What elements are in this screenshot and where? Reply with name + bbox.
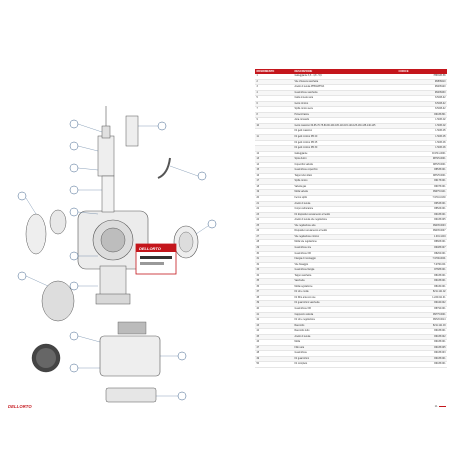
page-number (435, 404, 446, 408)
table-cell-desc: Guarnizione flangia (293, 268, 397, 274)
table-cell-code: R9435.001 (397, 329, 447, 335)
table-cell-ref: 41 (255, 312, 293, 318)
table-cell-ref: 2 (255, 79, 293, 85)
table-cell-ref: 22 (255, 207, 293, 213)
table-cell-desc: Molla regolazione (293, 284, 397, 290)
table-cell-ref: 9 (255, 118, 293, 124)
table-cell-code: R-9741-0001 (397, 151, 447, 157)
table-cell-code: 1.001.1204 (397, 234, 447, 240)
table-cell-code: R9175.001 (397, 179, 447, 185)
table-cell-desc: Tappo vaschetta (293, 273, 397, 279)
table-cell-desc: Valvola gas (293, 184, 397, 190)
table-cell-ref: 4 (255, 90, 293, 96)
table-cell-desc: Anello di tenuta (293, 334, 397, 340)
table-cell-code: R8605.001 (397, 240, 447, 246)
table-cell-ref: 13 (255, 157, 293, 163)
table-cell-ref: 46 (255, 340, 293, 346)
table-cell-code: R8535.001 (397, 168, 447, 174)
table-cell-code: R8264.001 (397, 251, 447, 257)
table-cell-ref: 10 (255, 123, 293, 129)
table-cell-desc: Galleggiante 3,6 - 4,8 - 5,6 (293, 74, 397, 79)
table-cell-desc: Kit getti minimo PR 25 (293, 140, 397, 146)
exploded-diagram (8, 96, 246, 416)
table-cell-desc: Guarnizione OR (293, 306, 397, 312)
table-cell-ref: 36 (255, 284, 293, 290)
table-cell-desc: Kit getti minimo PR 30 (293, 146, 397, 152)
table-cell-desc: Kit viti e regolazione (293, 318, 397, 324)
table-cell-desc: Raccordo tubo (293, 329, 397, 335)
table-cell-desc: Raccordo (293, 323, 397, 329)
table-cell-desc: Kit getti minimo PR 20 (293, 135, 397, 141)
table-cell-ref: 14 (255, 162, 293, 168)
table-cell-code: 1.5033.06 (397, 140, 447, 146)
svg-text:DELLORTO: DELLORTO (139, 246, 161, 251)
table-cell-ref: 34 (255, 273, 293, 279)
table-cell-desc: Kit dispositivo avviamento a freddo (293, 212, 397, 218)
table-cell-code: R9435120 (397, 85, 447, 91)
table-cell-code: R9435.001 (397, 340, 447, 346)
table-cell-code: R9435.005 (397, 218, 447, 224)
parts-table (255, 69, 447, 368)
table-cell-ref: 5 (255, 96, 293, 102)
table-cell-desc: Spillo conico (293, 179, 397, 185)
table-cell-code: R9775.0001 (397, 312, 447, 318)
table-cell-desc: Getto massimo 60-65-70-75-80-90-100-105-110-115-120-125-130-135-140-145 (293, 123, 397, 129)
table-cell-code: R9435.001 (397, 279, 447, 285)
table-cell-ref: 44 (255, 329, 293, 335)
table-cell-desc: Anello di tenuta vite regolazione (293, 218, 397, 224)
table-cell-desc: Spina fulcro (293, 157, 397, 163)
table-cell-ref: 16 (255, 173, 293, 179)
table-cell-desc: Vaschetta (293, 279, 397, 285)
table-cell-desc: Polverizzatore (293, 112, 397, 118)
table-cell-desc: Anello di tenuta PHBG/PHVA (293, 85, 397, 91)
brand-logo-text: DELLORTO (8, 404, 32, 409)
table-cell-code: R8526.001 (397, 207, 447, 213)
table-cell-ref: 12 (255, 151, 293, 157)
table-cell-code: R8430.001 (397, 284, 447, 290)
table-cell-code: R9440.002 (397, 301, 447, 307)
table-cell-code: R8435.001 (397, 273, 447, 279)
header-code: CODICE (397, 69, 447, 74)
table-cell-desc: Kit guarnizioni vaschetta (293, 301, 397, 307)
table-cell-ref: 49 (255, 356, 293, 362)
table-cell-code: R8725.0001 (397, 162, 447, 168)
parts-table-body (255, 74, 447, 367)
brand-logo (8, 404, 30, 409)
product-label (136, 244, 176, 274)
slide-cap (98, 106, 114, 212)
table-cell-ref: 50 (255, 362, 293, 368)
table-cell-ref: 28 (255, 240, 293, 246)
page-number-text: 11 (434, 404, 438, 408)
table-cell-ref: 25 (255, 223, 293, 229)
table-cell-desc: Vite chiusura vaschetta (293, 79, 397, 85)
table-cell-desc: Kit guarnizioni (293, 356, 397, 362)
table-cell-code: R9075.0141 (397, 190, 447, 196)
table-cell-ref: 23 (255, 212, 293, 218)
table-cell-desc: Guarnizione vite (293, 245, 397, 251)
table-cell-desc: Asta comando (293, 118, 397, 124)
table-cell-desc: Cappuccio valvola (293, 312, 397, 318)
table-cell-ref: 8 (255, 112, 293, 118)
table-cell-ref: 20 (255, 196, 293, 202)
table-cell-code: 1.5033.05 (397, 129, 447, 135)
float-bowl (100, 322, 160, 402)
header-desc: DESCRIZIONE (293, 69, 397, 74)
table-cell-code: 7-9710-0130 (397, 196, 447, 202)
table-cell-desc: Getto minimo (293, 101, 397, 107)
table-cell-desc: Filtro aria (293, 345, 397, 351)
table-row (255, 362, 447, 368)
table-cell-ref: 30 (255, 251, 293, 257)
table-cell-ref: 48 (255, 351, 293, 357)
header-ref: RIFERIMENTO (255, 69, 293, 74)
table-cell-desc: Galleggiante (293, 151, 397, 157)
table-cell-desc: Dispositivo avviamento a freddo (293, 229, 397, 235)
table-cell-code: R9435.0003 (397, 223, 447, 229)
table-cell-ref: 21 (255, 201, 293, 207)
table-cell-ref: 15 (255, 168, 293, 174)
table-cell-code: 1.5033.02 (397, 118, 447, 124)
table-cell-code: R9435.001 (397, 356, 447, 362)
table-cell-desc: Cattle innesto aria (293, 96, 397, 102)
table-cell-code: 1.5033.05 (397, 135, 447, 141)
table-cell-desc: Kit viti e molle (293, 290, 397, 296)
table-cell-code: 7-9790-0001 (397, 257, 447, 263)
table-cell-code: 1.5033.06 (397, 146, 447, 152)
table-cell-ref: 39 (255, 301, 293, 307)
table-cell-code: R9435.003 (397, 351, 447, 357)
table-cell-code: R9535210 (397, 79, 447, 85)
parts-table-container (255, 69, 447, 368)
table-cell-ref: 11 (255, 135, 293, 141)
table-cell-desc: Vite regolazione aria (293, 223, 397, 229)
table-cell-desc: Kit filtro aria con rete (293, 295, 397, 301)
table-cell-ref: 7 (255, 107, 293, 113)
table-cell-code: R9435.002 (397, 334, 447, 340)
table-cell-ref: 33 (255, 268, 293, 274)
left-parts (26, 210, 74, 372)
table-cell-ref: 37 (255, 290, 293, 296)
table-cell-code: R8725-0001 (397, 157, 447, 163)
table-cell-ref: 45 (255, 334, 293, 340)
table-cell-ref: 6 (255, 101, 293, 107)
table-cell-code: 8-5006.02 (397, 107, 447, 113)
table-cell-code: R7685.001 (397, 268, 447, 274)
table-cell-ref: 27 (255, 234, 293, 240)
table-cell-ref: 26 (255, 229, 293, 235)
table-cell-ref: 3 (255, 85, 293, 91)
table-cell-ref: 18 (255, 184, 293, 190)
table-cell-ref: 1 (255, 74, 293, 79)
table-cell-code: 1.220.011.01 (397, 295, 447, 301)
table-cell-desc: Guarnizione vaschetta (293, 90, 397, 96)
table-cell-desc: Molla (293, 340, 397, 346)
table-cell-desc: Molla vite regolazione (293, 240, 397, 246)
table-cell-ref: 24 (255, 218, 293, 224)
table-cell-ref: 31 (255, 257, 293, 263)
table-cell-code: R9545.001 (397, 201, 447, 207)
table-cell-ref: 40 (255, 306, 293, 312)
table-cell-code: R9435.801 (397, 112, 447, 118)
table-cell-code: R9485.007 (397, 245, 447, 251)
table-cell-desc: Corpo carburatore (293, 207, 397, 213)
table-cell-code: 5211.121.02 (397, 290, 447, 296)
table-cell-desc: Tappo tubo sfiato (293, 173, 397, 179)
table-cell-desc: Kit getti massimo (293, 129, 397, 135)
table-cell-code: 8-5006.02 (397, 96, 447, 102)
table-cell-code: R8794.001 (397, 306, 447, 312)
table-cell-code: 5211.121.03 (397, 323, 447, 329)
table-cell-desc: Anello di tenuta (293, 201, 397, 207)
carburetor-exploded-view (8, 96, 246, 416)
table-cell-ref: 17 (255, 179, 293, 185)
table-cell-desc: Flangia di montaggio (293, 257, 397, 263)
table-cell-desc: Spillo conico serie (293, 107, 397, 113)
page-number-bar (439, 406, 446, 407)
table-cell-desc: Coperchio valvola (293, 162, 397, 168)
table-cell-desc: Molla valvola (293, 190, 397, 196)
table-cell-ref: 47 (255, 345, 293, 351)
table-cell-code: R9435.0007 (397, 229, 447, 235)
table-cell-ref: 19 (255, 190, 293, 196)
table-cell-code: 8-5006.02 (397, 101, 447, 107)
table-cell-code: R9435.001 (397, 362, 447, 368)
table-cell-ref: 29 (255, 245, 293, 251)
table-cell-code: 7868133.86 (397, 74, 447, 79)
table-cell-ref: 43 (255, 323, 293, 329)
table-cell-code: R9435.001 (397, 212, 447, 218)
table-cell-code: R9720.0014 (397, 318, 447, 324)
table-cell-code: 7-9790-001 (397, 262, 447, 268)
table-cell-desc: Vite regolazione minimo (293, 234, 397, 240)
table-cell-ref: 32 (255, 262, 293, 268)
table-cell-desc: Guarnizione OR (293, 251, 397, 257)
table-cell-desc: Kit completo (293, 362, 397, 368)
table-cell-code: R9435430 (397, 90, 447, 96)
table-cell-desc: Guarnizione (293, 351, 397, 357)
table-cell-desc: Vite fissaggio (293, 262, 397, 268)
table-cell-code: R9075.001 (397, 184, 447, 190)
table-cell-code: R9435.005 (397, 345, 447, 351)
table-cell-ref: 35 (255, 279, 293, 285)
table-cell-ref: 38 (255, 295, 293, 301)
table-cell-code: 1.5033.02 (397, 123, 447, 129)
table-cell-code: R8725.0001 (397, 173, 447, 179)
table-cell-ref: 42 (255, 318, 293, 324)
table-cell-desc: Fermo spillo (293, 196, 397, 202)
table-cell-desc: Guarnizione coperchio (293, 168, 397, 174)
